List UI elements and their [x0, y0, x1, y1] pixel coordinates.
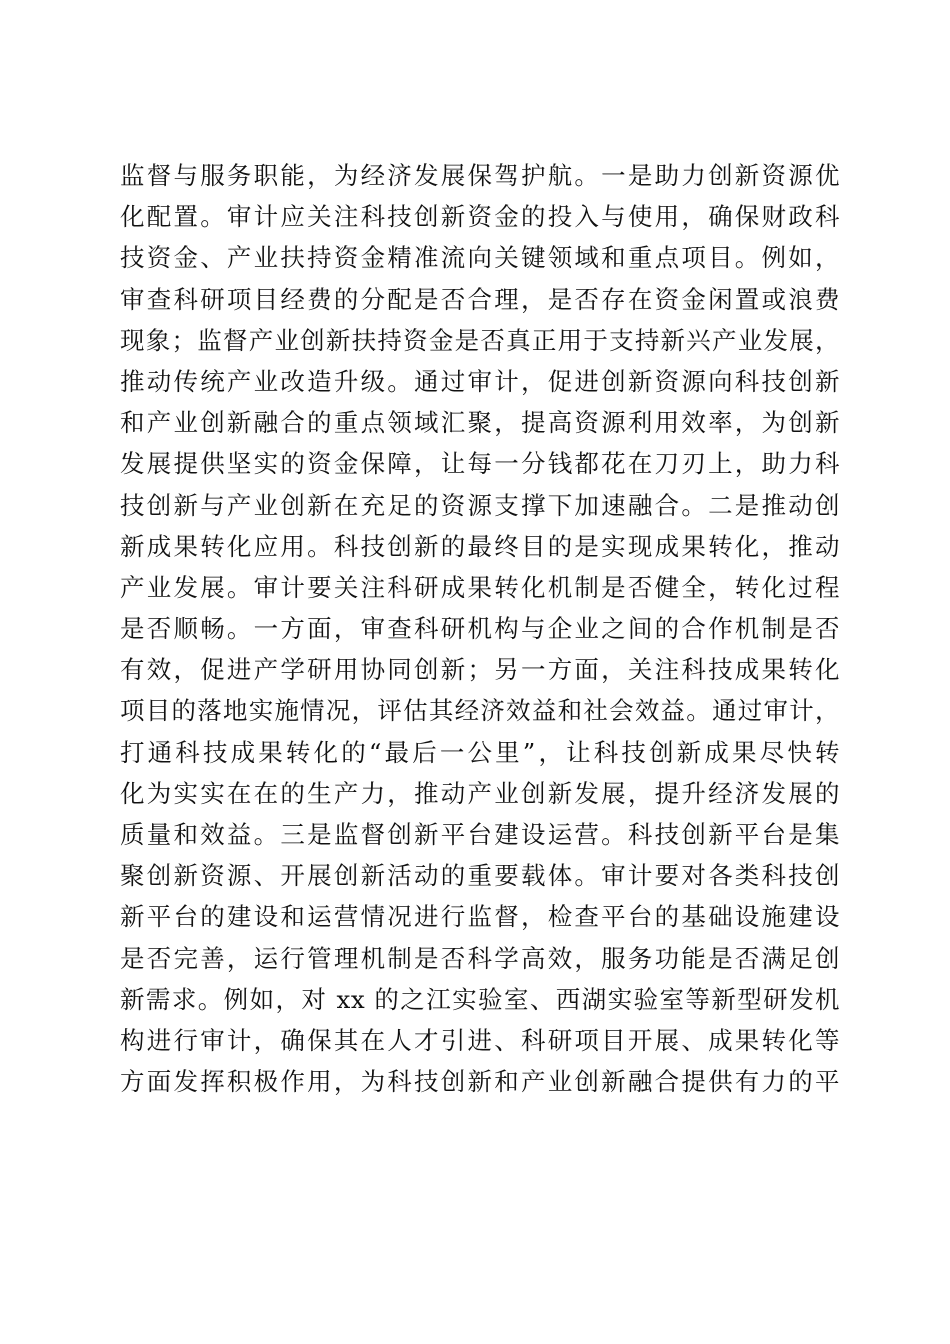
paragraph-line-10: 新成果转化应用。科技创新的最终目的是实现成果转化，推动 — [120, 531, 840, 561]
paragraph-line-6: 推动传统产业改造升级。通过审计，促进创新资源向科技创新 — [120, 366, 840, 396]
paragraph-line-9: 技创新与产业创新在充足的资源支撑下加速融合。二是推动创 — [120, 490, 840, 520]
paragraph-line-14: 项目的落地实施情况，评估其经济效益和社会效益。通过审计， — [120, 696, 840, 726]
paragraph-line-12: 是否顺畅。一方面，审查科研机构与企业之间的合作机制是否 — [120, 614, 840, 644]
paragraph-line-17: 质量和效益。三是监督创新平台建设运营。科技创新平台是集 — [120, 820, 840, 849]
paragraph-line-1: 监督与服务职能，为经济发展保驾护航。一是助力创新资源优 — [120, 161, 840, 190]
paragraph-line-11: 产业发展。审计要关注科研成果转化机制是否健全，转化过程 — [120, 572, 840, 602]
paragraph-line-20: 是否完善，运行管理机制是否科学高效，服务功能是否满足创 — [120, 943, 840, 973]
paragraph-line-19: 新平台的建设和运营情况进行监督，检查平台的基础设施建设 — [120, 902, 840, 932]
paragraph-line-2: 化配置。审计应关注科技创新资金的投入与使用，确保财政科 — [120, 202, 840, 232]
paragraph-line-3: 技资金、产业扶持资金精准流向关键领域和重点项目。例如， — [120, 243, 840, 273]
paragraph-line-7: 和产业创新融合的重点领域汇聚，提高资源利用效率，为创新 — [120, 408, 840, 438]
paragraph-line-18: 聚创新资源、开展创新活动的重要载体。审计要对各类科技创 — [120, 861, 840, 891]
paragraph-line-23: 方面发挥积极作用，为科技创新和产业创新融合提供有力的平 — [120, 1067, 840, 1097]
paragraph-line-8: 发展提供坚实的资金保障，让每一分钱都花在刀刃上，助力科 — [120, 449, 840, 479]
paragraph-line-22: 构进行审计，确保其在人才引进、科研项目开展、成果转化等 — [120, 1025, 840, 1055]
paragraph-line-21: 新需求。例如，对 xx 的之江实验室、西湖实验室等新型研发机 — [120, 984, 840, 1014]
body-paragraph — [120, 155, 840, 1102]
paragraph-line-4: 审查科研项目经费的分配是否合理，是否存在资金闲置或浪费 — [120, 284, 840, 314]
paragraph-line-13: 有效，促进产学研用协同创新；另一方面，关注科技成果转化 — [120, 655, 840, 685]
paragraph-line-15: 打通科技成果转化的“最后一公里”，让科技创新成果尽快转 — [120, 737, 840, 767]
paragraph-line-16: 化为实实在在的生产力，推动产业创新发展，提升经济发展的 — [120, 778, 840, 808]
paragraph-line-5: 现象；监督产业创新扶持资金是否真正用于支持新兴产业发展， — [120, 325, 840, 355]
